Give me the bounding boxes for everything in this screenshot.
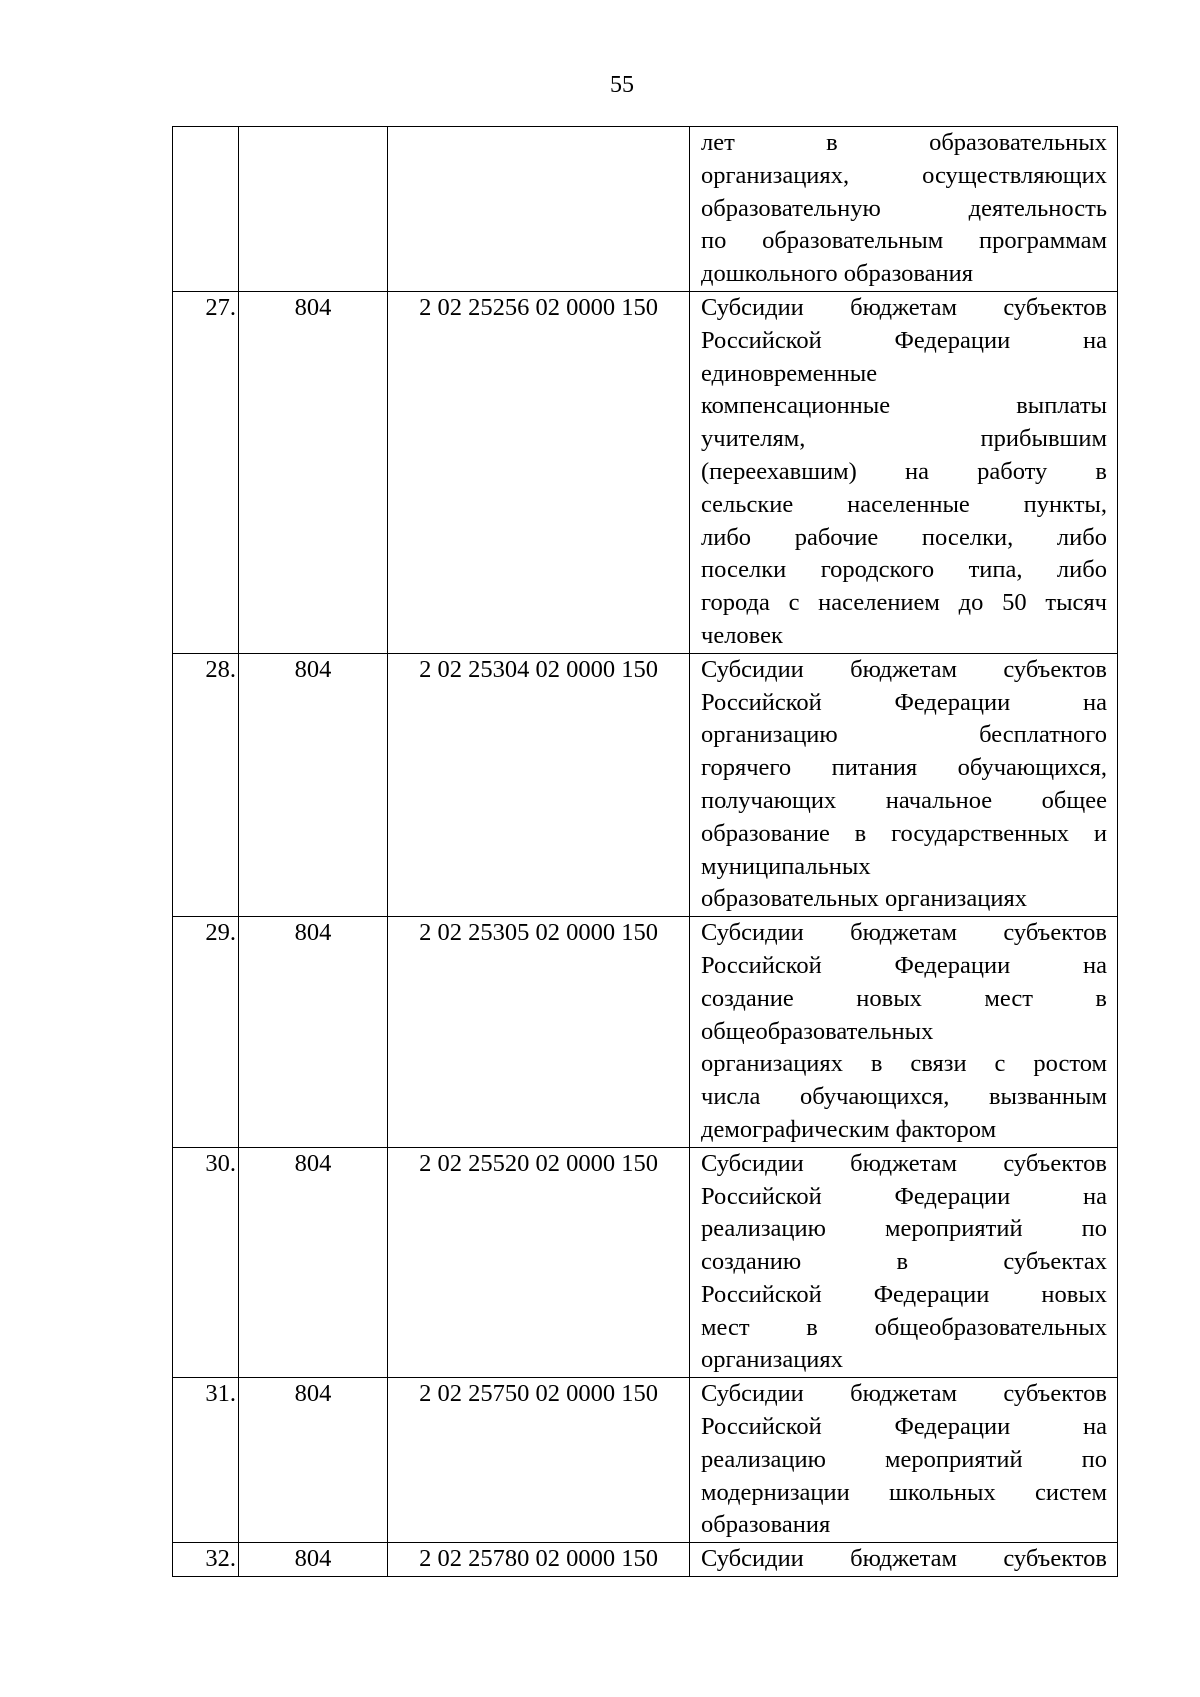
description-line: модернизации школьных систем [701,1478,1107,1506]
description-line: организацию бесплатного [701,721,1107,749]
description-line: созданию в субъектах [701,1248,1107,1276]
description-line: дошкольного образования [701,260,973,288]
description-line: Субсидии бюджетам субъектов [701,1149,1107,1177]
description-line: получающих начальное общее [701,786,1107,814]
table-row [173,917,1118,1148]
description-line: создание новых мест в [701,984,1107,1012]
description-line: Российской Федерации новых [701,1280,1107,1308]
description-line: по образовательным программам [701,227,1107,255]
table-row [173,127,1118,292]
admin-code-cell: 804 [239,1147,388,1378]
budget-codes-table [172,126,1118,1577]
budget-classification-code-cell: 2 02 25305 02 0000 150 [388,917,690,1148]
budget-classification-code-cell: 2 02 25256 02 0000 150 [388,291,690,653]
description-line: Субсидии бюджетам субъектов [701,1380,1107,1408]
revenue-description-cell [690,1147,1118,1378]
description-line: либо рабочие поселки, либо [701,523,1107,551]
description-line: поселки городского типа, либо [701,556,1107,584]
description-line: реализацию мероприятий по [701,1445,1107,1473]
row-number-cell: 32. [173,1543,239,1577]
description-line: Субсидии бюджетам субъектов [701,1545,1107,1573]
description-line: Российской Федерации на [701,951,1107,979]
description-line: сельские населенные пункты, [701,490,1107,518]
description-line: лет в образовательных [701,129,1107,156]
row-number-cell [173,127,239,292]
row-number-cell: 27. [173,291,239,653]
description-line: Субсидии бюджетам субъектов [701,919,1107,947]
description-line: образовательных организациях [701,885,1027,913]
description-line: Субсидии бюджетам субъектов [701,293,1107,321]
description-line: (переехавшим) на работу в [701,457,1107,485]
description-line: образование в государственных и [701,819,1107,847]
budget-classification-code-cell: 2 02 25520 02 0000 150 [388,1147,690,1378]
revenue-description-cell [690,653,1118,916]
description-line: организациях, осуществляющих [701,161,1107,189]
admin-code-cell: 804 [239,1543,388,1577]
description-line: реализацию мероприятий по [701,1215,1107,1243]
row-number-cell: 31. [173,1378,239,1543]
description-line: демографическим фактором [701,1115,997,1143]
description-line: Субсидии бюджетам субъектов [701,655,1107,683]
description-line: организациях в связи с ростом [701,1050,1107,1078]
revenue-description-cell [690,1543,1118,1577]
admin-code-cell: 804 [239,1378,388,1543]
row-number-cell: 28. [173,653,239,916]
description-line: образовательную деятельность [701,194,1107,222]
description-line: города с населением до 50 тысяч [701,589,1107,617]
budget-classification-code-cell: 2 02 25780 02 0000 150 [388,1543,690,1577]
description-line: Российской Федерации на [701,1182,1107,1210]
page-number: 55 [610,72,634,98]
budget-classification-code-cell: 2 02 25304 02 0000 150 [388,653,690,916]
description-line: числа обучающихся, вызванным [701,1083,1107,1111]
table-row [173,1543,1118,1577]
budget-classification-code-cell: 2 02 25750 02 0000 150 [388,1378,690,1543]
description-line: образования [701,1511,831,1539]
table-row [173,1147,1118,1378]
description-line: учителям, прибывшим [701,425,1107,453]
description-line: общеобразовательных [701,1017,934,1045]
description-line: организациях [701,1346,843,1374]
description-line: компенсационные выплаты [701,392,1107,420]
revenue-description-cell [690,1378,1118,1543]
description-line: муниципальных [701,852,871,880]
revenue-description-cell [690,291,1118,653]
table-body [173,127,1118,1577]
description-line: Российской Федерации на [701,326,1107,354]
row-number-cell: 30. [173,1147,239,1378]
revenue-description-cell [690,917,1118,1148]
table-row [173,291,1118,653]
admin-code-cell: 804 [239,291,388,653]
admin-code-cell: 804 [239,653,388,916]
description-line: Российской Федерации на [701,1413,1107,1441]
description-line: единовременные [701,359,878,387]
budget-classification-code-cell [388,127,690,292]
table-row [173,653,1118,916]
description-line: горячего питания обучающихся, [701,754,1107,782]
admin-code-cell: 804 [239,917,388,1148]
row-number-cell: 29. [173,917,239,1148]
table-row [173,1378,1118,1543]
description-line: Российской Федерации на [701,688,1107,716]
revenue-description-cell [690,127,1118,292]
description-line: мест в общеобразовательных [701,1313,1107,1341]
description-line: человек [701,621,783,649]
admin-code-cell [239,127,388,292]
